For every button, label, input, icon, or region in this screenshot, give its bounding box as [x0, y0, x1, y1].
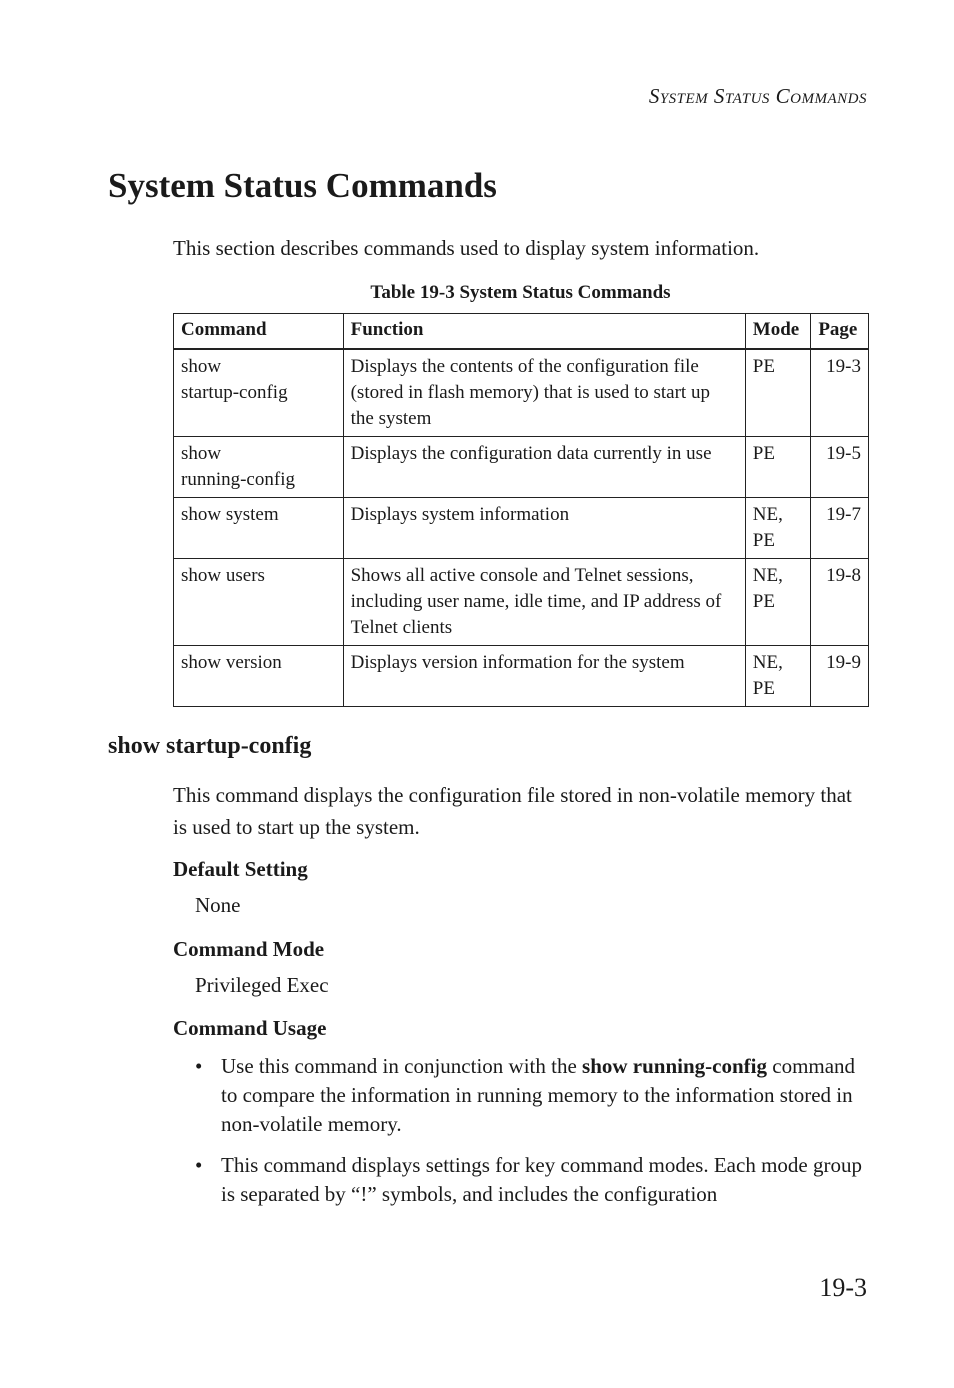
function-cell: Displays system information: [343, 498, 745, 559]
bullet-icon: •: [195, 1054, 203, 1078]
page-cell: 19-3: [811, 349, 869, 437]
mode-cell: PE: [745, 437, 811, 498]
page-cell: 19-8: [811, 559, 869, 646]
column-header-mode: Mode: [745, 314, 811, 350]
table-row: [174, 437, 869, 498]
mode-cell: NE, PE: [745, 498, 811, 559]
table-caption: Table 19-3 System Status Commands: [370, 282, 671, 303]
commands-table: [173, 313, 869, 707]
command-mode-value: Privileged Exec: [195, 973, 329, 997]
function-cell: Displays version information for the system: [343, 646, 745, 707]
usage-item: • This command displays settings for key command modes. Each mode group is separated by “!” symbols, and includes the configuration: [195, 1153, 862, 1206]
section-title: show startup-config: [108, 733, 312, 759]
running-header: System Status Commands: [648, 84, 867, 108]
command-mode-heading: Command Mode: [173, 937, 325, 961]
page-cell: 19-9: [811, 646, 869, 707]
default-setting-value: None: [195, 893, 241, 917]
table-header-row: [174, 314, 869, 350]
mode-cell: PE: [745, 349, 811, 437]
intro-paragraph: This section describes commands used to display system information.: [173, 236, 760, 260]
command-reference: show running-config: [582, 1054, 767, 1078]
command-cell: show users: [174, 559, 344, 646]
function-cell: Shows all active console and Telnet sessions, including user name, idle time, and IP address of Telnet clients: [343, 559, 745, 646]
function-cell: Displays the configuration data currently in use: [343, 437, 745, 498]
page-number: 19-3: [819, 1273, 867, 1302]
bullet-icon: •: [195, 1153, 203, 1177]
page-cell: 19-7: [811, 498, 869, 559]
column-header-page: Page: [811, 314, 869, 350]
command-usage-heading: Command Usage: [173, 1016, 327, 1040]
mode-cell: NE, PE: [745, 559, 811, 646]
column-header-command: Command: [174, 314, 344, 350]
mode-cell: NE, PE: [745, 646, 811, 707]
default-setting-heading: Default Setting: [173, 857, 308, 881]
column-header-function: Function: [343, 314, 745, 350]
section-description: This command displays the configuration file stored in non-volatile memory that is used to start up the system.: [173, 783, 852, 839]
table-row: [174, 646, 869, 707]
command-cell: show startup-config: [174, 349, 344, 437]
command-cell: show version: [174, 646, 344, 707]
table-row: [174, 349, 869, 437]
function-cell: Displays the contents of the configuration file (stored in flash memory) that is used to start up the system: [343, 349, 745, 437]
command-cell: show running-config: [174, 437, 344, 498]
command-cell: show system: [174, 498, 344, 559]
table-row: [174, 498, 869, 559]
usage-list: [195, 1052, 870, 1221]
page-title: System Status Commands: [108, 166, 497, 205]
table-row: [174, 559, 869, 646]
usage-item: • Use this command in conjunction with the show running-config command to compare the information in running memory to the information stored in non-volatile memory.: [195, 1054, 856, 1136]
page-cell: 19-5: [811, 437, 869, 498]
